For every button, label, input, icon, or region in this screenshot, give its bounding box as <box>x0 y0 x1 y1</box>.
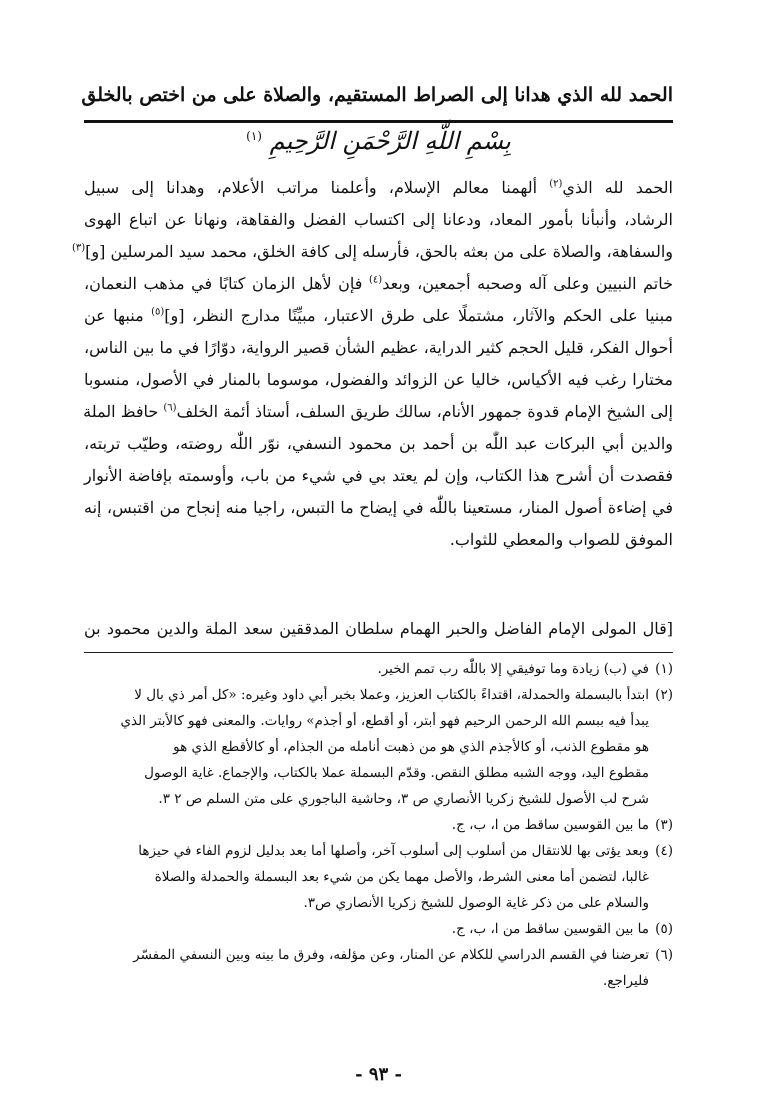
quote-line: [قال المولى الإمام الفاضل والحبر الهمام سلطان المدققين سعد الملة والدين محمود بن <box>84 619 673 638</box>
footnote-ref: (٥) <box>151 306 165 318</box>
text-line: والدين أبي البركات عبد اللّٰه بن أحمد بن محمود النسفي، نوّر اللّٰه روضته، وطيّب تربته، <box>84 434 673 453</box>
footnote-ref: (٦) <box>163 402 177 414</box>
footnote-4-cont: غالبا، لتضمن أما معنى الشرط، والأصل مهما يكن من شيء بعد البسملة والحمدلة والصلاة <box>154 869 649 885</box>
text-line: والسفاهة، والصلاة على من بعثه بالحق، فأرسله إلى كافة الخلق، محمد سيد المرسلين [و]$^{(٣)}$ <box>71 242 673 261</box>
footnote-ref: (٤) <box>369 274 383 286</box>
footnote-4-cont: والسلام على من ذكر غاية الوصول للشيخ زكريا الأنصاري ص٣. <box>303 895 649 911</box>
footnote-5: (٥)ما بين القوسين ساقط من ا، ب، ج. <box>84 916 673 942</box>
text-line: الحمد لله الذي$^{(٢)}$ ألهمنا معالم الإسلام، وأعلمنا مراتب الأعلام، وهدانا إلى سبيل <box>84 178 673 197</box>
text-line: الموفق للصواب والمعطي للثواب. <box>449 530 673 549</box>
footnote-number: (٣) <box>655 817 673 833</box>
text-line: إلى الشيخ الإمام قدوة جمهور الأنام، سالك طريق السلف، أستاذ أئمة الخلف$^{(٦)}$ حافظ الملة <box>83 402 673 421</box>
footnote-1: (١)في (ب) زيادة وما توفيقي إلا باللّٰه رب تمم الخير. <box>84 656 673 682</box>
footnote-number: (٤) <box>655 843 673 859</box>
footnote-2-cont: شرح لب الأصول للشيخ زكريا الأنصاري ص ٣، وحاشية الباجوري على متن السلم ص ٢ ٣. <box>158 791 649 807</box>
footnote-number: (٥) <box>655 921 673 937</box>
text-line: مختارا رغب فيه الأكياس، خاليا عن الزوائد والفضول، موسوما بالمنار في الأصول، منسوبا <box>84 370 673 389</box>
basmala-footnote-ref: (١) <box>246 129 262 143</box>
footnote-ref: (٣) <box>71 242 86 254</box>
footnote-number: (٢) <box>655 687 673 703</box>
footnote-4: (٤)وبعد يؤتى بها للانتقال من أسلوب إلى أسلوب آخر، وأصلها أما بعد بدليل لزوم الفاء في حيزها <box>84 838 673 864</box>
footnote-ref: (٢) <box>549 178 563 190</box>
text-line: خاتم النبيين وعلى آله وصحبه أجمعين، وبعد$^{(٤)}$ فإن لأهل الزمان كتابًا في مذهب النعمان، <box>84 274 673 293</box>
footnote-2-cont: يبدأ فيه ببسم الله الرحمن الرحيم فهو أبتر، أو أقطع، أو أجذم» روايات. والمعنى فهو كالأبتر الذي <box>120 713 649 729</box>
basmala-text: بِسْمِ اللَّهِ الرَّحْمَنِ الرَّحِيمِ <box>269 127 511 155</box>
footnote-3: (٣)ما بين القوسين ساقط من ا، ب، ج. <box>84 812 673 838</box>
main-text <box>71 172 674 556</box>
footnote-2-cont: مقطوع اليد، ووجه الشبه مطلق النقص. وقدّم البسملة عملا بالكتاب، والإجماع. غاية الوصول <box>144 765 649 781</box>
text-line: الرشاد، وأنبأنا بأمور المعاد، ودعانا إلى اكتساب الفضل والفقاهة، ونهانا عن اتباع الهوى <box>84 210 673 229</box>
text-line: فقصدت أن أشرح هذا الكتاب، وإن لم يعتد بي في شيء من باب، وأوسمته بإفاضة الأنوار <box>84 466 673 485</box>
footnote-2-cont: هو مقطوع الذنب، أو كالأجذم الذي هو من ذهبت أنامله من الجذام، أو كالأقطع الذي هو <box>173 739 649 755</box>
running-head: الحمد لله الذي هدانا إلى الصراط المستقيم، والصلاة على من اختص بالخلق <box>81 84 673 106</box>
text-line: أحوال الفكر، قليل الحجم كثير الدراية، عظيم الشأن قصير الرواية، دوّارًا في ما بين الناس، <box>84 338 673 357</box>
footnote-number: (٦) <box>655 947 673 963</box>
header-rule <box>84 120 673 123</box>
footnote-6-cont: فليراجع. <box>602 973 649 989</box>
footnote-6: (٦)تعرضنا في القسم الدراسي للكلام عن المنار، وعن مؤلفه، وفرق ما بينه وبين النسفي المفسّر <box>84 942 673 968</box>
footnote-rule <box>84 652 673 653</box>
footnotes <box>84 656 673 994</box>
basmala <box>84 127 673 155</box>
page-number: - ٩٣ - <box>355 1064 402 1085</box>
text-line: في إضاءة أصول المنار، مستعينا باللّٰه في إيضاح ما التبس، راجيا منه إنجاح من اقتبس، إنه <box>84 498 673 517</box>
text-line: مبنيا على الحكم والآثار، مشتملًا على طرق الاعتبار، مبيِّنًا مدارج النظر، [و]$^{(٥)}$ منبها عن <box>84 306 674 325</box>
footnote-number: (١) <box>655 661 673 677</box>
footnote-2: (٢)ابتدأ بالبسملة والحمدلة، اقتداءً بالكتاب العزيز، وعملا بخبر أبي داود وغيره: «كل أمر ذي بال لا <box>84 682 673 708</box>
